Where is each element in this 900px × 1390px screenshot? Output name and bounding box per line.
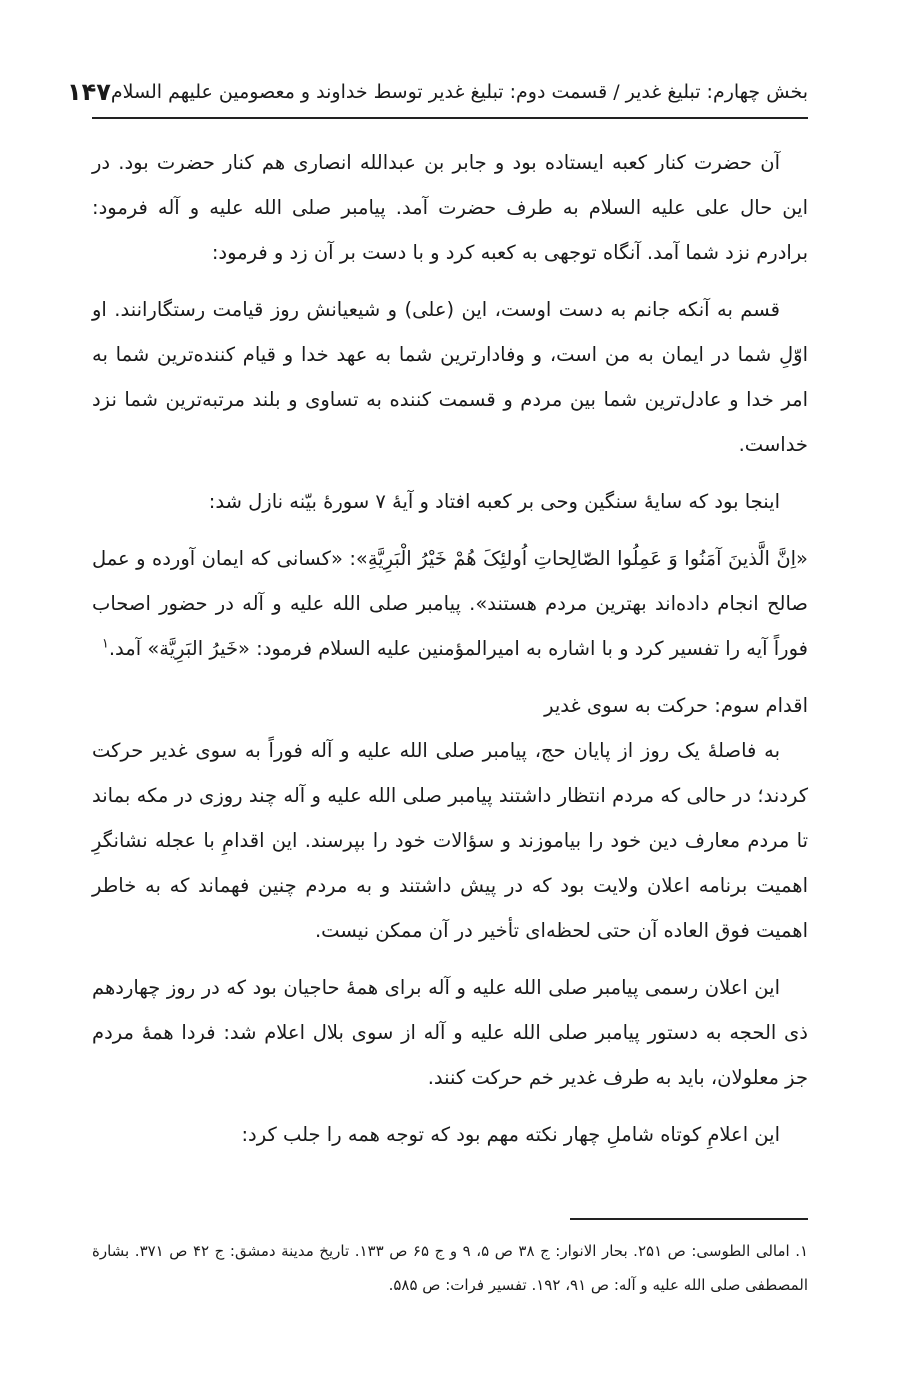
footnote-1: ۱. امالی الطوسی: ص ۲۵۱. بحار الانوار: ج ۳۸ ص ۵، ۹ و ج ۶۵ ص ۱۳۳. تاریخ مدینة دمشق: ج ۴۲ ص ۳۷۱. بشارة المصطفی صلی الله علیه و آله: ص ۹۱، ۱۹۲. تفسیر فرات: ص ۵۸۵. — [92, 1242, 809, 1294]
page-number: ۱۴۷ — [66, 78, 111, 106]
running-header-title: بخش چهارم: تبلیغ غدیر / قسمت دوم: تبلیغ غدیر توسط خداوند و معصومین علیهم السلام — [110, 81, 808, 103]
paragraph-6: این اعلان رسمی پیامبر صلی الله علیه و آله برای همهٔ حاجیان بود که در روز چهاردهم ذی الحجه به دستور پیامبر صلی الله علیه و آله از سوی بلال اعلام شد: فردا همهٔ مردم جز معلولان، باید به طرف غدیر خم حرکت کنند. — [92, 976, 808, 1089]
footnote-rule — [570, 1218, 808, 1220]
section-heading: اقدام سوم: حرکت به سوی غدیر — [544, 694, 808, 717]
paragraph-1: آن حضرت کنار کعبه ایستاده بود و جابر بن عبدالله انصاری هم کنار حضرت بود. در این حال علی علیه السلام به طرف حضرت آمد. پیامبر صلی الله علیه و آله فرمود: برادرم نزد شما آمد. آنگاه توجهی به کعبه کرد و با دست بر آن زد و فرمود: — [92, 151, 808, 264]
paragraph-4 — [92, 536, 808, 671]
main-text — [92, 140, 808, 1169]
page-header — [66, 68, 808, 116]
paragraph-5: به فاصلهٔ یک روز از پایان حج، پیامبر صلی الله علیه و آله فوراً به سوی غدیر حرکت کردند؛ در حالی که مردم انتظار داشتند پیامبر صلی الله علیه و آله چند روزی در مکه بماند تا مردم معارف دین خود را بیاموزند و سؤالات خود را بپرسند. این اقدامِ با عجله نشانگرِ اهمیت برنامه اعلان ولایت بود که در پیش داشتند و به مردم چنین فهماند که به خاطر اهمیت فوق العاده آن حتی لحظه‌ای تأخیر در آن ممکن نیست. — [92, 739, 808, 942]
paragraph-2: قسم به آنکه جانم به دست اوست، این (علی) و شیعیانش روز قیامت رستگارانند. او اوّلِ شما در ایمان به من است، و وفادارترین شما به عهد خدا و قیام کننده‌ترین شما به امر خدا و عادل‌ترین شما بین مردم و قسمت کننده به تساوی و بلند مرتبه‌ترین شما نزد خداست. — [92, 298, 808, 456]
paragraph-7: این اعلامِ کوتاه شاملِ چهار نکته مهم بود که توجه همه را جلب کرد: — [241, 1123, 780, 1146]
header-rule — [92, 117, 808, 119]
paragraph-4-text: «اِنَّ الَّذینَ آمَنُوا وَ عَمِلُوا الصّالِحاتِ اُولئِکَ هُمْ خَیْرُ الْبَرِیَّةِ»: «کسانی که ایمان آورده و عمل صالح انجام داده‌اند بهترین مردم هستند». پیامبر صلی الله علیه و آله در حضور اصحاب فوراً آیه را تفسیر کرد و با اشاره به امیرالمؤمنین علیه السلام فرمود: «خَیرُ البَرِیَّة» آمد. — [92, 547, 808, 660]
paragraph-3: اینجا بود که سایهٔ سنگین وحی بر کعبه افتاد و آیهٔ ۷ سورهٔ بیّنه نازل شد: — [208, 490, 780, 513]
footnote-marker: ۱ — [101, 636, 109, 652]
footnotes — [92, 1234, 808, 1302]
